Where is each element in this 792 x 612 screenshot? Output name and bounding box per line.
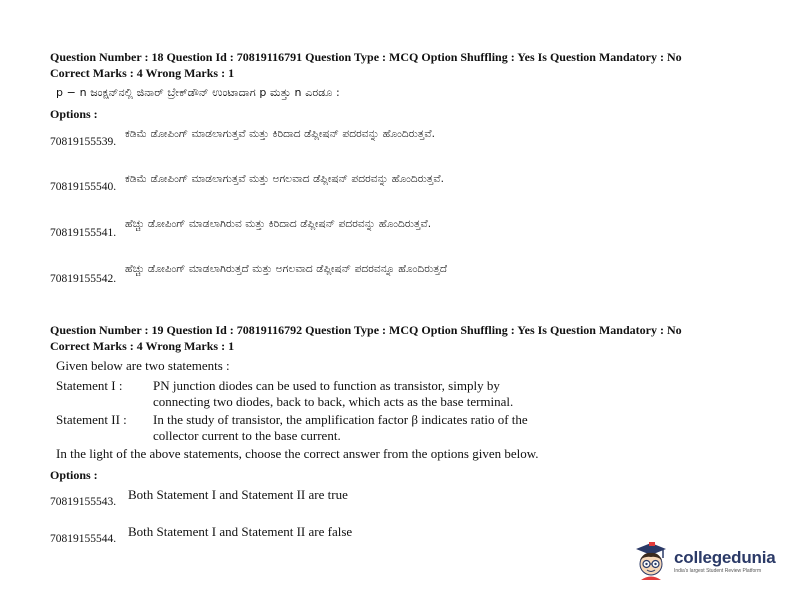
q19-option-2-id: 70819155544.	[50, 533, 117, 545]
q18-header-line2: Correct Marks : 4 Wrong Marks : 1	[50, 66, 235, 80]
q18-option-4-text: ಹೆಚ್ಚು ಡೋಪಿಂಗ್ ಮಾಡಲಾಗಿರುತ್ತದೆ ಮತ್ತು ಅಗಲವಾದ ಡೆಪ್ಲೀಷನ್ ಪದರವನ್ನೂ ಹೊಂದಿರುತ್ತದೆ	[125, 263, 448, 275]
q19-option-2-text: Both Statement I and Statement II are false	[128, 524, 353, 539]
q18-question-text: p − n ಜಂಕ್ಷನ್‌ನಲ್ಲಿ ಜಿನಾರ್ ಬ್ರೇಕ್‌ಡೌನ್ ಉಂಟಾದಾಗ p ಮತ್ತು n ಎರಡೂ :	[56, 86, 340, 99]
q19-intro: Given below are two statements :	[56, 358, 230, 373]
logo-tagline: India's largest Student Review Platform	[674, 568, 762, 574]
q18-option-3-text: ಹೆಚ್ಚು ಡೋಪಿಂಗ್ ಮಾಡಲಾಗಿರುವ ಮತ್ತು ಕಿರಿದಾದ ಡೆಪ್ಲೀಷನ್ ಪದರವನ್ನು ಹೊಂದಿರುತ್ತವೆ.	[125, 218, 432, 230]
q18-option-1-id: 70819155539.	[50, 136, 117, 148]
q18-option-2-id: 70819155540.	[50, 181, 117, 193]
logo-wordmark: collegedunia	[674, 548, 776, 567]
q18-header-line1: Question Number : 18 Question Id : 70819116791 Question Type : MCQ Option Shuffling : Yes Is Question Mandatory : No	[50, 50, 682, 64]
q18-option-2-text: ಕಡಿಮೆ ಡೋಪಿಂಗ್ ಮಾಡಲಾಗುತ್ತವೆ ಮತ್ತು ಅಗಲವಾದ ಡೆಪ್ಲೀಷನ್ ಪದರವನ್ನು ಹೊಂದಿರುತ್ತವೆ.	[125, 173, 445, 185]
q19-instruction: In the light of the above statements, choose the correct answer from the options given below.	[56, 446, 539, 461]
q19-options-label: Options :	[50, 468, 98, 482]
q19-header-line1: Question Number : 19 Question Id : 70819116792 Question Type : MCQ Option Shuffling : Yes Is Question Mandatory : No	[50, 323, 682, 337]
q19-header-line2: Correct Marks : 4 Wrong Marks : 1	[50, 339, 235, 353]
q19-statement2-line2: collector current to the base current.	[153, 428, 341, 443]
q19-option-1-text: Both Statement I and Statement II are true	[128, 487, 348, 502]
q18-option-1-text: ಕಡಿಮೆ ಡೋಪಿಂಗ್ ಮಾಡಲಾಗುತ್ತವೆ ಮತ್ತು ಕಿರಿದಾದ ಡೆಪ್ಲೀಷನ್ ಪದರವನ್ನು ಹೊಂದಿರುತ್ತವೆ.	[125, 128, 436, 140]
q19-option-1-id: 70819155543.	[50, 496, 117, 508]
q19-statement2-line1: In the study of transistor, the amplification factor β indicates ratio of the	[153, 412, 528, 427]
q19-statement2-label: Statement II :	[56, 412, 127, 427]
q19-statement1-line2: connecting two diodes, back to back, which acts as the base terminal.	[153, 394, 514, 409]
q18-option-4-id: 70819155542.	[50, 273, 117, 285]
q19-statement1-line1: PN junction diodes can be used to function as transistor, simply by	[153, 378, 500, 393]
q18-option-3-id: 70819155541.	[50, 227, 117, 239]
q18-options-label: Options :	[50, 107, 98, 121]
graduate-mascot-icon	[632, 540, 670, 580]
collegedunia-logo[interactable]	[632, 540, 774, 580]
q19-statement1-label: Statement I :	[56, 378, 123, 393]
